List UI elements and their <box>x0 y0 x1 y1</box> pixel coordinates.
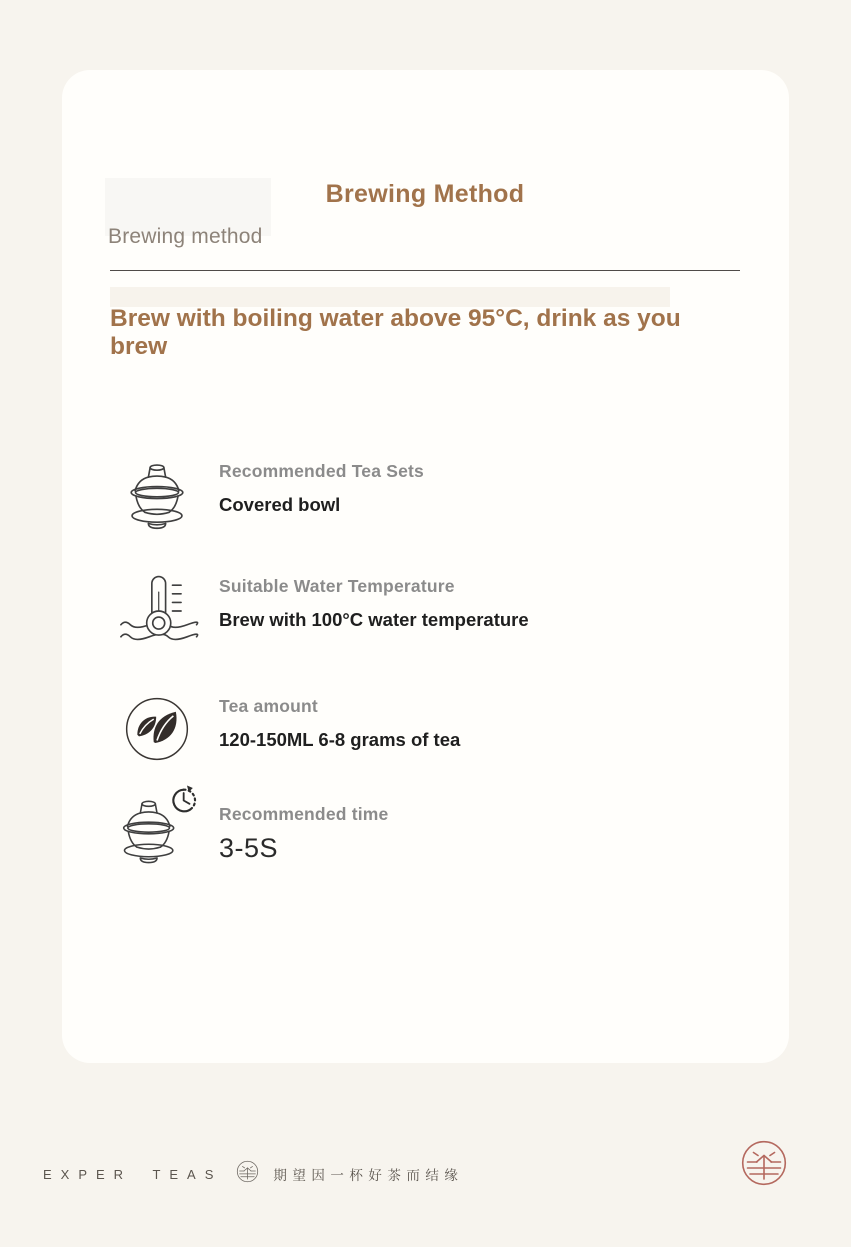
list-item-water-temperature <box>107 568 529 658</box>
page-subtitle: Brewing method <box>108 225 263 248</box>
gaiwan-icon <box>107 453 207 543</box>
item-label: Recommended Tea Sets <box>219 461 424 481</box>
item-value: Brew with 100°C water temperature <box>219 609 529 630</box>
list-item-tea-sets <box>107 453 424 543</box>
item-label: Tea amount <box>219 696 318 716</box>
tea-seal-stamp-icon <box>740 1139 788 1192</box>
tea-leaf-icon <box>107 688 207 778</box>
item-label: Recommended time <box>219 804 389 824</box>
brand-tagline: 期望因一杯好茶而结缘 <box>273 1168 464 1183</box>
page-title: Brewing Method <box>325 180 525 208</box>
divider-line <box>110 270 740 271</box>
brewing-method-card <box>62 70 789 1063</box>
item-value: 3-5S <box>219 833 279 863</box>
item-label: Suitable Water Temperature <box>219 576 455 596</box>
item-value: 120-150ML 6-8 grams of tea <box>219 729 461 750</box>
brewing-instruction-headline: Brew with boiling water above 95°C, drink as you brew <box>110 305 681 360</box>
faded-photo-band <box>110 287 670 307</box>
list-item-recommended-time <box>107 778 389 868</box>
list-item-tea-amount <box>107 688 460 778</box>
brand-name: EXPER TEAS <box>43 1166 223 1182</box>
footer-brand-bar <box>43 1160 463 1188</box>
thermometer-icon <box>107 568 207 658</box>
item-value: Covered bowl <box>219 494 341 515</box>
gaiwan-timer-icon <box>107 778 207 868</box>
tea-seal-icon <box>236 1160 259 1188</box>
